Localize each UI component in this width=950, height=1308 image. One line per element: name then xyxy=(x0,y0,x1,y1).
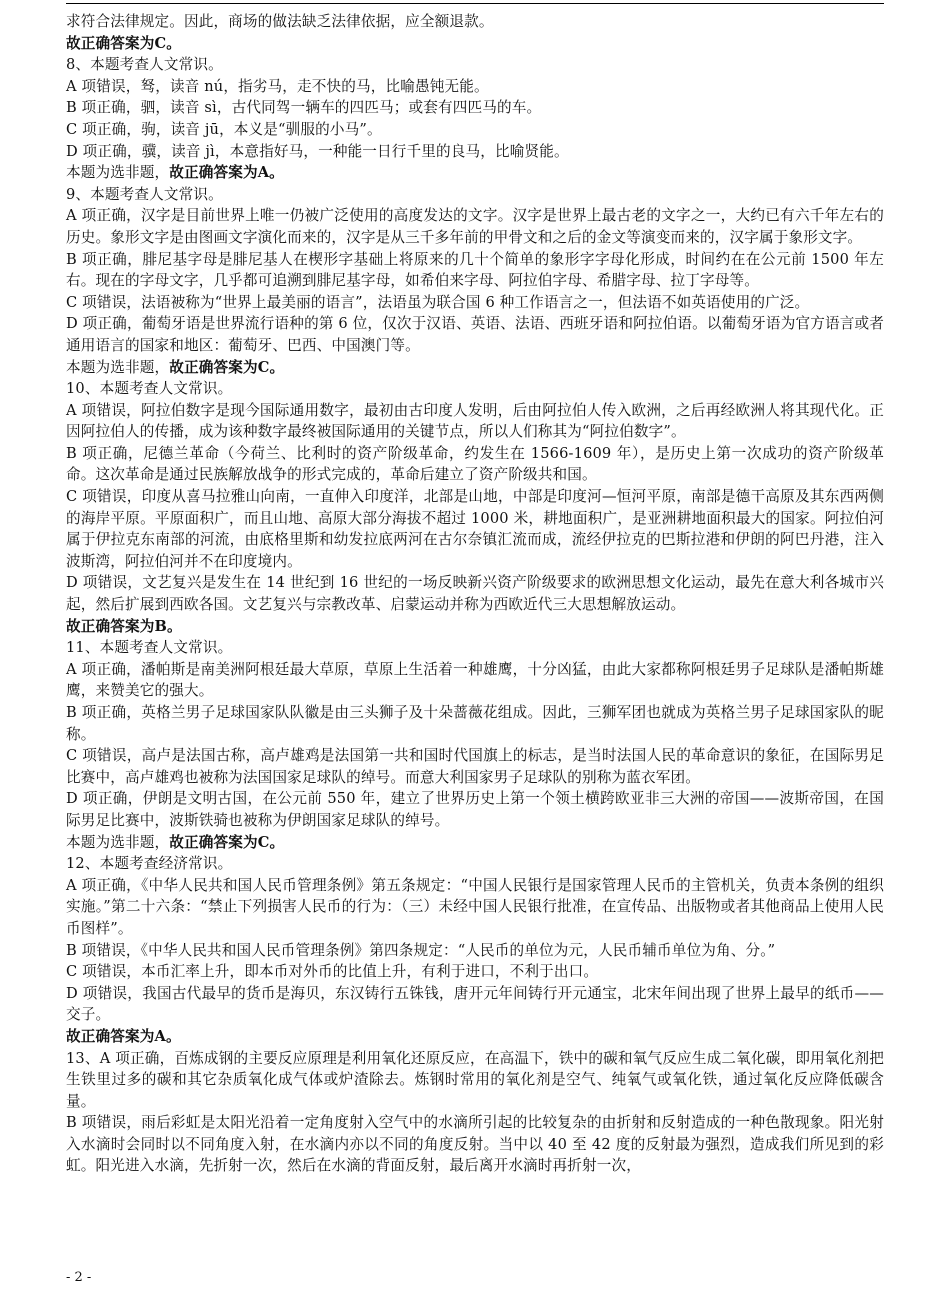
paragraph xyxy=(66,637,884,659)
paragraph xyxy=(66,1048,884,1113)
answer-explanation-body xyxy=(66,11,884,1177)
paragraph-text: B 项正确，腓尼基字母是腓尼基人在楔形字基础上将原来的几十个简单的象形字字母化形成，时间约在在公元前 1500 年左右。现在的字母文字，几乎都可追溯到腓尼基字母，如希伯来字母、阿拉伯字母、希腊字母、拉丁字母等。 xyxy=(66,250,884,290)
paragraph-text: D 项错误，文艺复兴是发生在 14 世纪到 16 世纪的一场反映新兴资产阶级要求的欧洲思想文化运动，最先在意大利各城市兴起，然后扩展到西欧各国。文艺复兴与宗教改革、启蒙运动并称为西欧近代三大思想解放运动。 xyxy=(66,574,884,614)
paragraph-text: D 项正确，葡萄牙语是世界流行语种的第 6 位，仅次于汉语、英语、法语、西班牙语和阿拉伯语。以葡萄牙语为官方语言或者通用语言的国家和地区：葡萄牙、巴西、中国澳门等。 xyxy=(66,315,884,354)
paragraph xyxy=(66,97,884,119)
paragraph xyxy=(66,572,884,615)
paragraph-text: 11、本题考查人文常识。 xyxy=(66,639,233,657)
paragraph-text: C 项正确，驹，读音 jū，本义是“驯服的小马”。 xyxy=(66,120,382,138)
paragraph-text: C 项错误，本币汇率上升，即本币对外币的比值上升，有利于进口，不利于出口。 xyxy=(66,963,599,981)
answer-label: 故正确答案为 xyxy=(66,34,155,52)
paragraph-text: D 项错误，我国古代最早的货币是海贝，东汉铸行五铢钱，唐开元年间铸行开元通宝，北宋年间出现了世界上最早的纸币——交子。 xyxy=(66,984,884,1024)
paragraph-text: A 项错误，驽，读音 nú，指劣马，走不快的马，比喻愚钝无能。 xyxy=(66,77,489,95)
paragraph-text: D 项正确，骥，读音 jì，本意指好马，一种能一日行千里的良马，比喻贤能。 xyxy=(66,142,569,160)
paragraph-text: B 项正确，尼德兰革命（今荷兰、比利时的资产阶级革命，约发生在 1566-1609 年），是历史上第一次成功的资产阶级革命。这次革命是通过民族解放战争的形式完成的，革命后建立了资产阶级共和国。 xyxy=(66,444,884,484)
paragraph-text: B 项正确，英格兰男子足球国家队队徽是由三头狮子及十朵蔷薇花组成。因此，三狮军团也就成为英格兰男子足球国家队的昵称。 xyxy=(66,704,884,743)
paragraph-text: D 项正确，伊朗是文明古国，在公元前 550 年，建立了世界历史上第一个领土横跨欧亚非三大洲的帝国——波斯帝国，在国际男足比赛中，波斯铁骑也被称为伊朗国家足球队的绰号。 xyxy=(66,790,884,829)
paragraph-text: 8、本题考查人文常识。 xyxy=(66,56,223,74)
paragraph xyxy=(66,141,884,163)
answer-label: 故正确答案为 xyxy=(169,164,258,182)
paragraph-text: B 项错误，雨后彩虹是太阳光沿着一定角度射入空气中的水滴所引起的比较复杂的由折射和反射造成的一种色散现象。阳光射入水滴时会同时以不同角度入射，在水滴内亦以不同的角度反射。当中以 40 至 42 度的反射最为强烈，造成我们所见到的彩虹。阳光进入水滴，先折射一次，然后在水滴的背面反射，最后离开水滴时再折射一次， xyxy=(66,1114,884,1175)
answer-choice: A。 xyxy=(257,164,284,182)
paragraph xyxy=(66,313,884,356)
answer-line xyxy=(66,1026,884,1048)
paragraph-text: 13、A 项正确，百炼成钢的主要反应原理是利用氧化还原反应，在高温下，铁中的碳和氧气反应生成二氧化碳，即用氧化剂把生铁里过多的碳和其它杂质氧化成气体或炉渣除去。炼钢时常用的氧化剂是空气、纯氧气或氧化铁，通过氧化反应降低碳含量。 xyxy=(66,1049,884,1110)
answer-prefix: 本题为选非题， xyxy=(66,164,170,182)
paragraph xyxy=(66,961,884,983)
paragraph xyxy=(66,702,884,745)
answer-choice: A。 xyxy=(154,1027,181,1045)
answer-label: 故正确答案为 xyxy=(169,358,258,376)
paragraph xyxy=(66,659,884,702)
paragraph xyxy=(66,983,884,1026)
answer-label: 故正确答案为 xyxy=(66,617,155,635)
paragraph-text: 9、本题考查人文常识。 xyxy=(66,185,223,203)
header-rule xyxy=(66,3,884,4)
page-number: - 2 - xyxy=(66,1270,92,1285)
paragraph-text: A 项正确，潘帕斯是南美洲阿根廷最大草原，草原上生活着一种雄鹰，十分凶猛，由此大家都称阿根廷男子足球队是潘帕斯雄鹰，来赞美它的强大。 xyxy=(66,660,884,700)
paragraph xyxy=(66,745,884,788)
answer-choice: C。 xyxy=(154,34,181,52)
answer-label: 故正确答案为 xyxy=(169,833,258,851)
paragraph xyxy=(66,76,884,98)
answer-label: 故正确答案为 xyxy=(66,1027,155,1045)
paragraph xyxy=(66,54,884,76)
paragraph xyxy=(66,443,884,486)
answer-line xyxy=(66,33,884,55)
paragraph xyxy=(66,292,884,314)
paragraph xyxy=(66,249,884,292)
paragraph xyxy=(66,378,884,400)
paragraph xyxy=(66,11,884,33)
answer-choice: C。 xyxy=(257,358,285,376)
answer-line xyxy=(66,832,884,854)
paragraph xyxy=(66,119,884,141)
paragraph-text: C 项错误，高卢是法国古称，高卢雄鸡是法国第一共和国时代国旗上的标志，是当时法国人民的革命意识的象征，在国际男足比赛中，高卢雄鸡也被称为法国国家足球队的绰号。而意大利国家男子足球队的别称为蓝衣军团。 xyxy=(66,747,884,786)
paragraph-text: 求符合法律规定。因此，商场的做法缺乏法律依据，应全额退款。 xyxy=(66,13,494,30)
paragraph-text: C 项错误，法语被称为“世界上最美丽的语言”，法语虽为联合国 6 种工作语言之一，但法语不如英语使用的广泛。 xyxy=(66,293,810,311)
paragraph xyxy=(66,205,884,248)
answer-choice: C。 xyxy=(257,833,285,851)
answer-line xyxy=(66,162,884,184)
paragraph xyxy=(66,1112,884,1177)
paragraph xyxy=(66,184,884,206)
paragraph xyxy=(66,875,884,940)
paragraph-text: A 项正确，汉字是目前世界上唯一仍被广泛使用的高度发达的文字。汉字是世界上最古老的文字之一，大约已有六千年左右的历史。象形文字是由图画文字演化而来的，汉字是从三千多年前的甲骨文和之后的金文等演变而来的，汉字属于象形文字。 xyxy=(66,207,884,246)
answer-line xyxy=(66,616,884,638)
paragraph xyxy=(66,400,884,443)
paragraph-text: A 项正确，《中华人民共和国人民币管理条例》第五条规定：“中国人民银行是国家管理人民币的主管机关，负责本条例的组织实施。”第二十六条：“禁止下列损害人民币的行为：（三）未经中国人民银行批准，在宣传品、出版物或者其他商品上使用人民币图样”。 xyxy=(66,876,884,937)
paragraph-text: 12、本题考查经济常识。 xyxy=(66,855,233,873)
paragraph-text: 10、本题考查人文常识。 xyxy=(66,380,233,398)
answer-prefix: 本题为选非题， xyxy=(66,358,170,376)
paragraph-text: C 项错误，印度从喜马拉雅山向南，一直伸入印度洋，北部是山地，中部是印度河—恒河平原，南部是德干高原及其东西两侧的海岸平原。平原面积广，而且山地、高原大部分海拔不超过 1000 米，耕地面积广，是亚洲耕地面积最大的国家。阿拉伯河属于伊拉克东南部的河流，由底格里斯和幼发拉底两河在古尔奈镇汇流而成，流经伊拉克的巴斯拉港和伊朗的阿巴丹港，注入波斯湾，阿拉伯河并不在印度境内。 xyxy=(66,488,884,570)
answer-line xyxy=(66,357,884,379)
paragraph-text: A 项错误，阿拉伯数字是现今国际通用数字，最初由古印度人发明，后由阿拉伯人传入欧洲，之后再经欧洲人将其现代化。正因阿拉伯人的传播，成为该种数字最终被国际通用的关键节点，所以人们称其为“阿拉伯数字”。 xyxy=(66,401,884,441)
paragraph-text: B 项错误，《中华人民共和国人民币管理条例》第四条规定：“人民币的单位为元，人民币辅币单位为角、分。” xyxy=(66,941,776,959)
paragraph xyxy=(66,853,884,875)
paragraph xyxy=(66,486,884,572)
answer-choice: B。 xyxy=(154,617,182,635)
paragraph-text: B 项正确，驷，读音 sì，古代同驾一辆车的四匹马；或套有四匹马的车。 xyxy=(66,99,542,117)
paragraph xyxy=(66,940,884,962)
answer-prefix: 本题为选非题， xyxy=(66,833,170,851)
paragraph xyxy=(66,788,884,831)
